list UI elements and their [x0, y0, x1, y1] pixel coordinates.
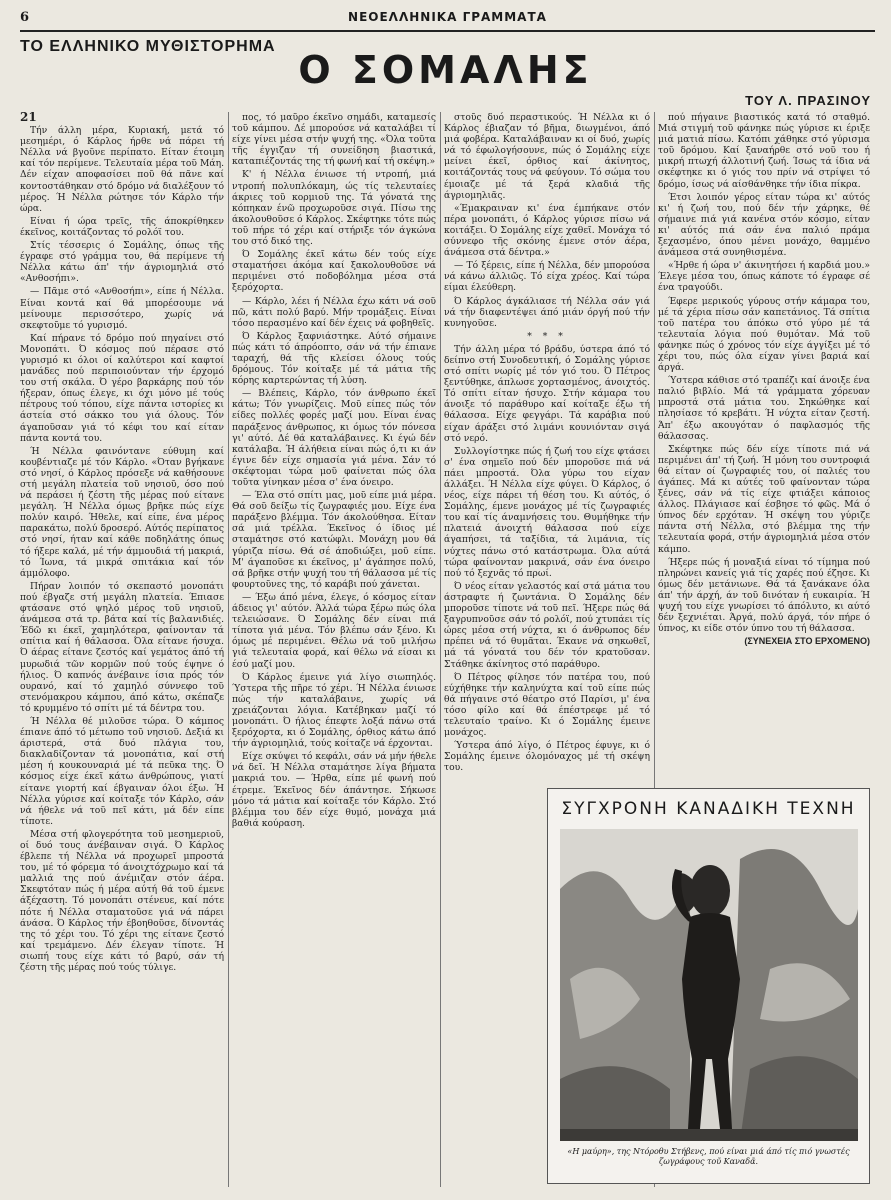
paragraph: Ό Κάρλος ξαφνιάστηκε. Αύτό σήμαινε πώς κάτι τό άπρόοπτο, σάν νά τήν έπιανε ταραχή, θά τῆς κλείσει όλους τούς δρόμους. Τόν κοίταξε μέ τά μάτια τῆς κόρης καρτερώντας τή λύση. — [232, 330, 436, 387]
paragraph: Συλλογίστηκε πώς ή ζωή του είχε φτάσει σ' ένα σημεῖο πού δέν μποροῦσε πιά νά πάει μπροστά. Όλα γύρω του είχαν άλλάξει. Ή Νέλλα είχε φύγει. Ό Κάρλος, ό νέος, είχε πάρει τή θέση του. Κι αύτός, ό Σομάλης, έμενε μονάχος μέ τίς ζωγραφιές του καί τίς άναμνήσεις του. Θυμήθηκε τήν πλατειά άνοιχτή θάλασσα πού είχε άγαπήσει, τά ταξίδια, τά λιμάνια, τίς νύχτες πάνω στό κατάστρωμα. Όλα αύτά τώρα φαίνονταν μακρινά, σάν ένα όνειρο πού τό ξεχνᾶς τό πρωί. — [444, 445, 650, 579]
paragraph: Ό Κάρλος έμεινε γιά λίγο σιωπηλός. Ύστερα τῆς πῆρε τό χέρι. Ή Νέλλα ένιωσε πώς τήν καταλάβαινε, χωρίς νά χρειάζονται λόγια. Κατέβηκαν μαζί τό μονοπάτι. Ό ήλιος έπεφτε λοξά πάνω στά ξερόχορτα, κι ό Σομάλης, όρθιος κάτω άπό τήν άγριομηλιά, τούς κοίταζε νά έρχονται. — [232, 671, 436, 750]
paragraph: Μέσα στή φλογερότητα τοῦ μεσημεριοῦ, οί δυό τους άνέβαιναν σιγά. Ό Κάρλος έβλεπε τή Νέλλα νά προχωρεῖ μπροστά του, μέ τό φόρεμα τό άνοιχτόχρωμο καί τά μαλλιά της πού άνέμιζαν στόν άέρα. Σκεφτόταν πώς ή μέρα αύτή θά τοῦ έμενε άξέχαστη. Τό μονοπάτι στένευε, καί πότε πότε ή Νέλλα σταματοῦσε γιά νά πάρει άνάσα. Ό Κάρλος τήν έβοηθοῦσε, δίνοντάς της τό χέρι του. Τό χέρι της είτανε ζεστό καί τρεμάμενο. Δέν έλεγαν τίποτε. Ή σιωπή τους είχε κάτι τό βαρύ, σάν τή ζέστη τῆς μέρας πού τούς τύλιγε. — [20, 828, 224, 974]
paragraph: Έφερε μερικούς γύρους στήν κάμαρα του, μέ τά χέρια πίσω σάν καπετάνιος. Τά σπίτια τοῦ πατέρα του άπόκω στό γύρο μέ τά τελευταία λόγια πού θυμόταν. Μά τοῦ φάνηκε πώς ό χρόνος τόν είχε άγγίξει μέ τό χέρι του, πώς όλα είχαν γίνει βαριά καί άργά. — [658, 295, 870, 374]
paragraph: — Βλέπεις, Κάρλο, τόν άνθρωπο έκεῖ κάτω; Τόν γνωρίζεις. Μοῦ είπες πώς τόν είδες πολλές φορές μαζί μου. Είναι ένας παράξενος άνθρωπος, κι όμως τόν πόνεσα γι' αύτό. Δέ θά καταλάβαινες. Κι έγώ δέν κατάλαβα. Ή άλήθεια είναι πώς ό,τι κι άν έγινε δέν είχε σημασία γιά μένα. Σάν τό σκέφτομαι τώρα μοῦ φαίνεται πώς όλα τοῦτα γίνηκαν μέσα σ' ένα όνειρο. — [232, 388, 436, 488]
paragraph: — Κάρλο, λέει ή Νέλλα έχω κάτι νά σοῦ πῶ, κάτι πολύ βαρύ. Μήν τρομάξεις. Είναι τόσο περασμένο καί δέν έχεις νά φοβηθεῖς. — [232, 295, 436, 329]
paragraph: στοῦς δυό περαστικούς. Ή Νέλλα κι ό Κάρλος έβιαζαν τό βῆμα, διωγμένοι, άπό μιά φοβέρα. Καταλάβαιναν κι οί δυό, χωρίς νά τό έφωλογήσουνε, πώς ό Σομάλης είχε μείνει έκεῖ, όρθιος καί άκίνητος, κοιτάζοντάς τους νά φεύγουν. Τό σώμα του έμοιαζε μέ τά ξερά κλαδιά τῆς άγριομηλιᾶς. — [444, 112, 650, 201]
masthead: ΝΕΟΕΛΛΗΝΙΚΑ ΓΡΑΜΜΑΤΑ — [348, 10, 547, 24]
paragraph: Καί πήρανε τό δρόμο πού πηγαίνει στό Μονοπάτι. Ό κόσμος πού πέρασε στό γυρισμό κι όλοι οί καλύτεροι καί καφτοί μανάδες πού περιποιούνταν τήν έρχομό του στή σκάλα. Ό γέρο βαρκάρης πού τόν ήξεραν, όπως έλεγε, κι όχι μόνο μέ τούς πέτρους τού τόπου, είχε πάντα ιστορίες κι άστεία στό σάκκο του γιά όλους. Τόν άγαποῦσαν γιά τό κέφι του καί είταν πάντα κοντά του. — [20, 332, 224, 444]
chapter-number: 21 — [20, 112, 37, 124]
paragraph: Ή Νέλλα φαινόντανε εύθυμη καί κουβέντιαζε μέ τόν Κάρλο. «Όταν βγήκανε στό νησί, ό Κάρλος πρόσεξε νά καθήσουνε στή μεγάλη πλατεία τοῦ νησιοῦ, όσο πού νά περάσει ή ζέστη τῆς μέρας πού είτανε μεγάλη. Ή Νέλλα όμως βρῆκε πώς είχε πολύν καιρό. Ήθελε, καί είπε, ένα μέρος παρακάτω, πολύ δροσερό. Αύτός περίπατος στό νησί, ήταν καί κάθε ποδηλάτης όπως τό ήξερε καλά, μέ τήν άμμουδιά τή μακριά, τό Ίωνα, τά μικρά σπιτάκια καί τόν άμμόλοφο. — [20, 445, 224, 579]
column-divider — [440, 112, 441, 1187]
painting-image — [560, 829, 858, 1141]
paragraph: Σκέφτηκε πώς δέν είχε τίποτε πιά νά περιμένει άπ' τή ζωή. Ή μόνη του συντροφιά θά είταν οί ζωγραφιές του, οί παλιές του άγάπες. Μά κι αύτές τοῦ φαίνονταν τώρα ξένες, σάν νά τίς είχε φτιάξει κάποιος άλλος. Πλάγιασε καί έσβησε τό φῶς. Μά ό ύπνος δέν ερχόταν. Ή σκέψη του γύριζε πάντα στή Νέλλα, στό βλέμμα της τήν τελευταία φορά, στήν άγριομηλιά μέσα στόν κάμπο. — [658, 443, 870, 555]
paragraph: — Πᾶμε στό «Ανθοσήπι», είπε ή Νέλλα. Είναι κοντά καί θά μπορέσουμε νά μείνουμε περισσότερο, χωρίς νά σκεφτοῦμε τό γυρισμό. — [20, 286, 224, 331]
text-column-4 — [658, 112, 870, 780]
art-frame — [547, 788, 870, 1184]
art-caption: «Η μαύρη», της Ντόροθυ Στήβενς, πού είναι μιά άπό τίς πιό γνωστές ζωγράφους τοῦ Καναδᾶ. — [567, 1147, 850, 1166]
paragraph: — Έλα στό σπίτι μας, μοῦ είπε μιά μέρα. Θά σοῦ δείξω τίς ζωγραφιές μου. Είχε ένα παράξενο βλέμμα. Τόν άκολούθησα. Είταν σά μιά τρέλλα. Έκεῖνος ό ίδιος μέ σταμάτησε στό κατώφλι. Μονάχη μου θά γύριζα πίσω. Θά σέ άποδιώξει, μοῦ είπε. Μ' άγαποῦσε κι έκεῖνος, μ' άγάπησε πολύ, σά βρῆκε στήν ψυχή του τή θάλασσα μέ τίς φουρτοῦνες της, τό καράβι πού χάνεται. — [232, 490, 436, 590]
paragraph: Ή Νέλλα θέ μιλοῦσε τώρα. Ό κάμπος έπιανε άπό τό μέτωπο τοῦ νησιοῦ. Δεξιά κι άριστερά, στά δυό πλάγια του, διακλαδίζονταν τά μονοπάτια, καί στή μέση ή κουκουναριά μέ τά πεῦκα της. Ό κόσμος είχε έκεῖ κάτω άνθρώπους, γιατί είτανε γιορτή καί έβγαιναν όλοι έξω. Ή Νέλλα γύρισε καί κοίταξε τόν Κάρλο, σάν νά ήθελε νά τοῦ πεῖ κάτι, μά δέν είπε τίποτε. — [20, 715, 224, 827]
text-column-1 — [20, 112, 224, 1187]
paragraph: Ό Σομάλης έκεῖ κάτω δέν τούς είχε σταματήσει άκόμα καί ξακολουθοῦσε νά περιμένει στό ποδοβόλημα μέσα στά ξερόχορτα. — [232, 249, 436, 294]
paragraph: — Έξω άπό μένα, έλεγε, ό κόσμος είταν άδειος γι' αύτόν. Άλλά τώρα ξέρω πώς όλα τελειώσανε. Ό Σομάλης δέν είναι πιά τίποτα γιά μένα. Τόν βλέπω σάν ξένο. Κι όμως μέ περιμένει. Θέλω νά τοῦ μιλήσω γιά τελευταία φορά, καί θέλω νά είσαι κι έσύ μαζί μου. — [232, 591, 436, 670]
paragraph: Ό Πέτρος φίλησε τόν πατέρα του, πού εύχήθηκε τήν καληνύχτα καί τοῦ είπε πώς θά πήγαινε στό θέατρο στό Παρίσι, μ' ένα τόσο φίλο καί θά έπέστρεφε μέ τό τελευταίο τραίνο. Κι ό Σομάλης έμεινε μονάχος. — [444, 671, 650, 739]
paragraph: Ύστερα άπό λίγο, ό Πέτρος έφυγε, κι ό Σομάλης έμεινε όλομόναχος μέ τή σκέψη του. — [444, 740, 650, 774]
section-title: ΤΟ ΕΛΛΗΝΙΚΟ ΜΥΘΙΣΤΟΡΗΜΑ — [20, 38, 276, 55]
paragraph: Ό νέος είταν γελαστός καί στά μάτια του άστραφτε ή ζωντάνια. Ό Σομάλης δέν μποροῦσε τίποτε νά τοῦ πεῖ. Ήξερε πώς θά ξαγρυπνοῦσε σάν τό ρολόϊ, πού χτυπάει τίς ώρες μέσα στή νύχτα, κι ό άνθρωπος δέν πρέπει νά τό θυμᾶται. Έκανε νά σηκωθεῖ, μά τά γόνατά του δέν τόν κρατοῦσαν. Στάθηκε άκίνητος στό παράθυρο. — [444, 580, 650, 670]
paragraph: «Ήρθε ή ώρα ν' άκινητήσει ή καρδιά μου.» Έλεγε μέσα του, όπως κάποτε τό έγραφε σέ ένα τραγούδι. — [658, 260, 870, 294]
page-number: 6 — [20, 10, 30, 25]
paragraph: πού πήγαινε βιαστικός κατά τό σταθμό. Μιά στιγμή τοῦ φάνηκε πώς γύρισε κι έριξε μιά ματιά πίσω. Κατόπι χάθηκε στό γύρισμα τοῦ δρόμου. Καί ξαναήρθε στό νοῦ του ή μικρή πτωχή άλλοτινή ζωή. Ίσως τά ίδια νά σκέφτηκε κι ό γιός του πρίν νά στρίψει τό δρόμο, ίσως νά αίσθάνθηκε τήν ίδια πίκρα. — [658, 112, 870, 190]
paragraph: Τήν άλλη μέρα τό βράδυ, ύστερα άπό τό δείπνο στή Συνοδευτική, ό Σομάλης γύρισε στό σπίτι νωρίς μέ τόν γιό του. Ό Πέτρος ξεντύθηκε, άπλωσε χορτασμένος, άνοιχτός. Τό σπίτι είταν ήσυχο. Στήν κάμαρα του άνοιξε τό παράθυρο καί κοίταξε έξω τή θάλασσα. Είχε φεγγάρι. Τά καράβια πού είχαν άράξει στό λιμάνι κουνιόνταν σιγά στό νερό. — [444, 343, 650, 444]
art-title: ΣΥΓΧΡΟΝΗ ΚΑΝΑΔΙΚΗ ΤΕΧΝΗ — [561, 799, 856, 819]
paragraph: Ήξερε πώς ή μοναξιά είναι τό τίμημα πού πληρώνει κανείς γιά τίς χαρές πού έζησε. Κι όμως δέν μετάνιωνε. Θά τά ξανάκανε όλα άπ' τήν άρχή, άν τοῦ δινόταν ή ευκαιρία. Ή ψυχή του είχε γνωρίσει τό άπόλυτο, κι αύτό δέν ξεχνιέται. Άργά, πολύ άργά, τόν πήρε ό ύπνος, κι είδε στόν ύπνο του τή θάλασσα. — [658, 556, 870, 635]
paragraph: «Έμακραιναν κι' ένα έμπήκανε στόν πέρα μονοπάτι, ό Κάρλος γύρισε πίσω νά κοιτάξει. Ό Σομάλης είχε χαθεῖ. Μονάχα τό σύννεφο τῆς σκόνης έμενε στόν άέρα, άνάμεσα στά δέντρα.» — [444, 202, 650, 259]
paragraph: Τήν άλλη μέρα, Κυριακή, μετά τό μεσημέρι, ό Κάρλος ήρθε νά πάρει τή Νέλλα νά βγοῦνε περίπατο. Είταν έτοιμη καί τόν περίμενε. Τελευταία μέρα τοῦ Μάη. Δέν είχαν αποφασίσει ποῦ θά πᾶνε καί κοντοστάθηκαν στό δρόμο νά διαλέξουν τό μέρος. Ή Νέλλα ρώτησε τόν Κάρλο τήν ώρα. — [20, 125, 224, 214]
paragraph: Ύστερα κάθισε στό τραπέζι καί άνοιξε ένα παλιό βιβλίο. Μά τά γράμματα χόρευαν μπροστά στά μάτια του. Σηκώθηκε καί πλησίασε τό κρεβάτι. Ή νύχτα είταν ζεστή. Άπ' έξω ακουγόταν ό παφλασμός τῆς θάλασσας. — [658, 375, 870, 442]
paragraph: Πήραν λοιπόν τό σκεπαστό μονοπάτι πού έβγαζε στή μεγάλη πλατεία. Έπιασε φτάσανε στό ψηλό μέρος τοῦ νησιοῦ, άνάμεσα στά τρ. βάτα καί τίς βαλανιδιές. Έδῶ κι έκεῖ, χαμηλότερα, φαίνονταν τά σπίτια καί ή θάλασσα. Όλα είτανε ήσυχα. Ό άέρας είτανε ζεστός καί γεμάτος άπό τή μυρωδιά τῶν κορμῶν πού τούς έψηνε ό ήλιος. Ό καπνός άνέβαινε ίσια πρός τόν ουρανό, καί τό χαμηλό σύννεφο τοῦ στενόμακρου κάμπου, άπό κάτω, σκέπαζε τό κρυμμένο τό σπίτι μέ τά δέντρα του. — [20, 580, 224, 714]
paragraph: Ό Κάρλος άγκάλιασε τή Νέλλα σάν γιά νά τήν διαφεντέψει άπό μιάν όργή πού τήν κυνηγοῦσε. — [444, 295, 650, 329]
text-column-2 — [232, 112, 436, 1187]
paragraph: Είχε σκύψει τό κεφάλι, σάν νά μήν ήθελε νά δεῖ. Ή Νέλλα σταμάτησε λίγα βήματα μακριά του. — Ήρθα, είπε μέ φωνή πού έτρεμε. Έκεῖνος δέν άπάντησε. Σήκωσε μόνο τά μάτια καί κοίταξε τόν Κάρλο. Στό βλέμμα του δέν είχε θυμό, μονάχα μιά βαθιά κούραση. — [232, 751, 436, 829]
art-box — [547, 788, 870, 1184]
article-author: ΤΟΥ Λ. ΠΡΑΣΙΝΟΥ — [745, 93, 871, 108]
paragraph: * * * — [527, 330, 567, 342]
article-title: Ο ΣΟΜΑΛΗΣ — [298, 48, 593, 92]
paragraph: Κ' ή Νέλλα ένιωσε τή ντροπή, μιά ντροπή πολυπλόκαμη, ώς τίς τελευταίες άκριες τοῦ κορμιοῦ της. Τά γόνατά της κόπηκαν ένῶ προχωροῦσε σιγά. Πίσω της άκολουθοῦσε ό Κάρλος. Σκέφτηκε τότε πώς τοῦ πήρε τό χέρι καί στήριξε τόν άγκώνα του στό δικό της. — [232, 169, 436, 248]
page-header — [20, 8, 875, 32]
paragraph: πος, τό μαῦρο έκεῖνο σημάδι, καταμεσίς τοῦ κάμπου. Δέ μπορούσε νά καταλάβει τί είχε γίνει μέσα στήν ψυχή της. «Όλα τοῦτα τῆς έγγιζαν τή συνείδηση βιαστικά, καταπιέζοντάς της τή φωνή καί τή σκέψη.» — [232, 112, 436, 168]
paragraph: Είναι ή ώρα τρεῖς, τῆς άποκρίθηκεν έκεῖνος, κοιτάζοντας τό ρολόϊ του. — [20, 215, 224, 238]
paragraph: Έτσι λοιπόν γέρος είταν τώρα κι' αύτός κι' ή ζωή του, πού δέν τήν χάρηκε, θέ σήμαινε πιά γιά κανένα στόν κόσμο, είταν κι' αύτός πιά σάν ένα παλιό πράμα ξεχασμένο, όπου μένει μονάχο, θαμμένο άνάμεσα στά συνηθισμένα. — [658, 191, 870, 259]
paragraph: (ΣΥΝΕΧΕΙΑ ΣΤΟ ΕΡΧΟΜΕΝΟ) — [744, 636, 870, 647]
paragraph: Στίς τέσσερις ό Σομάλης, όπως τῆς έγραφε στό γράμμα του, θά περίμενε τή Νέλλα κάτω άπ' τήν άγριομηλιά στό «Ανθοσήπι». — [20, 240, 224, 285]
paragraph: — Τό ξέρεις, είπε ή Νέλλα, δέν μπορούσα νά κάνω άλλιῶς. Τό είχα χρέος. Καί τώρα είμαι έλεύθερη. — [444, 260, 650, 294]
column-divider — [228, 112, 229, 1187]
